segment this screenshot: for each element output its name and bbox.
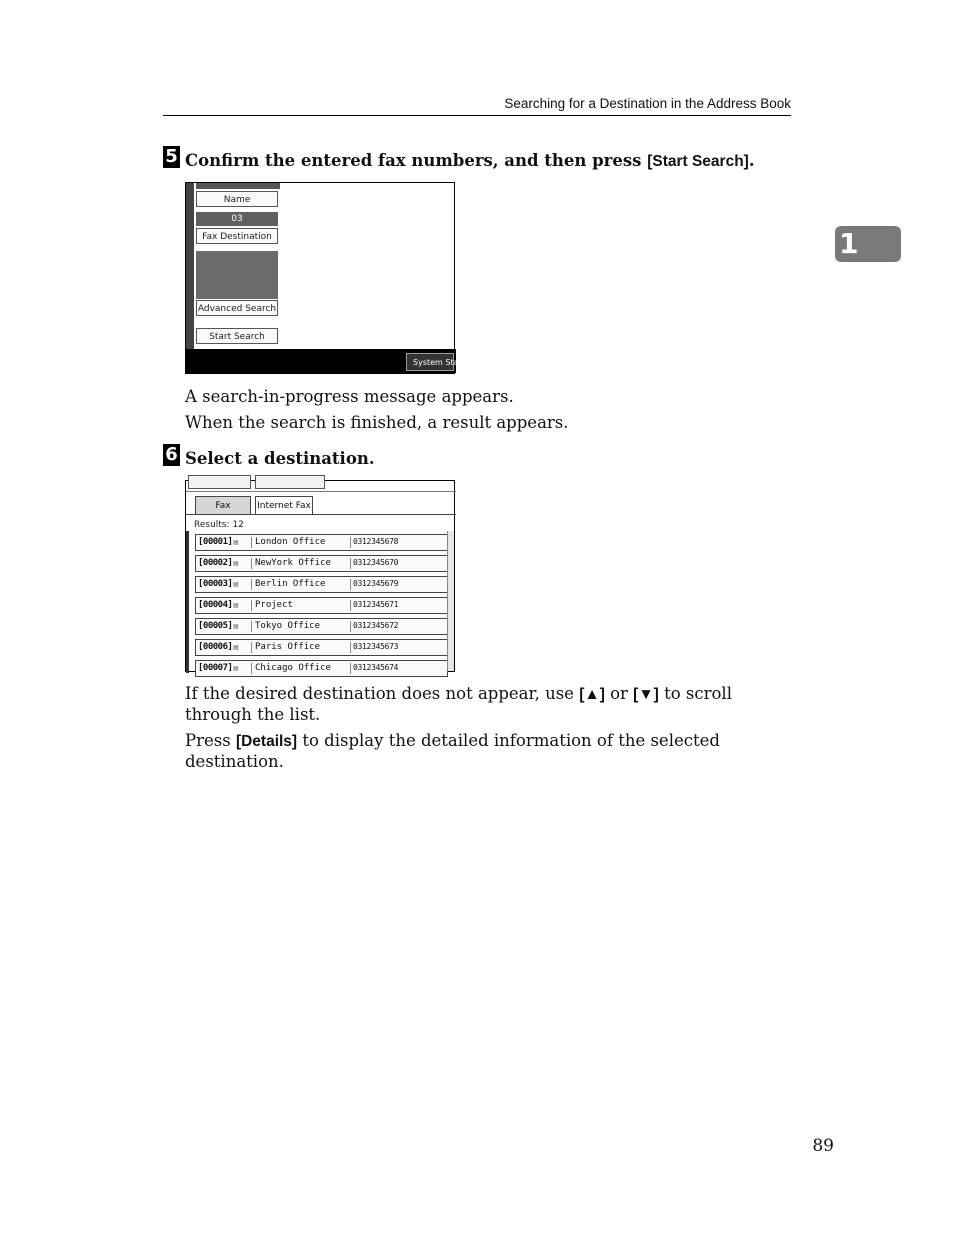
row-name: Tokyo Office — [255, 621, 321, 631]
row-fax-number: 0312345679 — [353, 579, 399, 588]
panel-top-bar — [196, 183, 280, 189]
advanced-search-field — [196, 251, 278, 299]
column-divider — [251, 663, 252, 674]
scroll-down-ref: [▼] — [633, 686, 659, 703]
row-fax-number: 0312345672 — [353, 621, 399, 630]
step-5-number: 5 — [163, 146, 180, 168]
fax-icon: ▤ — [233, 644, 239, 651]
page-number: 89 — [812, 1136, 834, 1156]
details-ref: [Details] — [235, 733, 298, 750]
column-divider — [350, 600, 351, 611]
tab-fax[interactable]: Fax — [195, 496, 251, 514]
step-5-end: . — [748, 151, 755, 170]
row-id: [00003] — [198, 579, 233, 589]
row-name: Project — [255, 600, 293, 610]
column-divider — [251, 642, 252, 653]
row-id: [00004] — [198, 600, 233, 610]
running-header: Searching for a Destination in the Address Book — [504, 96, 791, 111]
note-2-text-b: to display the detailed information of the selected destination. — [185, 731, 720, 771]
header-rule — [163, 115, 791, 116]
step-5-note-1: A search-in-progress message appears. — [185, 387, 514, 406]
row-name: London Office — [255, 537, 326, 547]
tab-internet-fax[interactable]: Internet Fax — [255, 496, 313, 514]
fax-icon: ▤ — [233, 560, 239, 567]
row-name: Berlin Office — [255, 579, 326, 589]
address-book-search-screen — [185, 182, 467, 374]
row-name: Paris Office — [255, 642, 321, 652]
start-search-button[interactable]: Start Search — [196, 328, 278, 344]
column-divider — [251, 579, 252, 590]
fax-icon: ▤ — [233, 623, 239, 630]
top-button-right[interactable] — [255, 475, 325, 489]
result-row[interactable] — [195, 618, 448, 635]
fax-destination-button[interactable]: Fax Destination — [196, 228, 278, 244]
column-divider — [350, 558, 351, 569]
step-6-instruction: Select a destination. — [185, 449, 375, 468]
result-row[interactable] — [195, 576, 448, 593]
result-row[interactable] — [195, 534, 448, 551]
name-button[interactable]: Name — [196, 191, 278, 207]
row-id: [00002] — [198, 558, 233, 568]
column-divider — [251, 558, 252, 569]
row-id: [00007] — [198, 663, 233, 673]
note-1-text-c: to scroll through the list. — [185, 684, 732, 724]
row-id: [00006] — [198, 642, 233, 652]
result-row[interactable] — [195, 639, 448, 656]
result-row[interactable] — [195, 660, 448, 677]
step-6-note-2 — [185, 731, 805, 772]
column-divider — [251, 600, 252, 611]
column-divider — [251, 537, 252, 548]
row-fax-number: 0312345671 — [353, 600, 399, 609]
step-5-text: Confirm the entered fax numbers, and then press — [185, 151, 648, 170]
column-divider — [350, 579, 351, 590]
note-1-text-a: If the desired destination does not appear, use — [185, 684, 580, 703]
tab-baseline — [186, 514, 456, 515]
result-row[interactable] — [195, 597, 448, 614]
fax-icon: ▤ — [233, 539, 239, 546]
fax-icon: ▤ — [233, 602, 239, 609]
note-1-text-b: or — [604, 684, 634, 703]
row-id: [00001] — [198, 537, 233, 547]
fax-icon: ▤ — [233, 581, 239, 588]
panel-edge — [186, 183, 194, 349]
start-search-ref: [Start Search] — [647, 153, 749, 170]
column-divider — [251, 621, 252, 632]
column-divider — [350, 663, 351, 674]
column-divider — [350, 621, 351, 632]
column-divider — [350, 642, 351, 653]
list-scrollbar[interactable] — [447, 531, 454, 671]
step-5-instruction — [185, 151, 805, 171]
fax-icon: ▤ — [233, 665, 239, 672]
result-row[interactable] — [195, 555, 448, 572]
step-5-note-2: When the search is finished, a result appears. — [185, 413, 569, 432]
note-2-text-a: Press — [185, 731, 236, 750]
advanced-search-button[interactable]: Advanced Search — [196, 300, 278, 316]
panel-divider — [186, 491, 456, 492]
fax-destination-value: 03 — [196, 212, 278, 226]
step-6-note-1 — [185, 684, 795, 725]
row-fax-number: 0312345678 — [353, 537, 399, 546]
results-count: Results: 12 — [194, 520, 244, 530]
top-button-left[interactable] — [188, 475, 251, 489]
row-name: Chicago Office — [255, 663, 331, 673]
search-results-screen — [185, 480, 455, 672]
row-id: [00005] — [198, 621, 233, 631]
row-name: NewYork Office — [255, 558, 331, 568]
row-fax-number: 0312345674 — [353, 663, 399, 672]
column-divider — [350, 537, 351, 548]
scroll-up-ref: [▲] — [579, 686, 605, 703]
row-fax-number: 0312345673 — [353, 642, 399, 651]
panel-edge — [186, 531, 189, 673]
chapter-tab: 1 — [835, 226, 901, 262]
row-fax-number: 0312345670 — [353, 558, 399, 567]
step-6-number: 6 — [163, 444, 180, 466]
system-status-button[interactable]: System Statu — [406, 353, 454, 371]
